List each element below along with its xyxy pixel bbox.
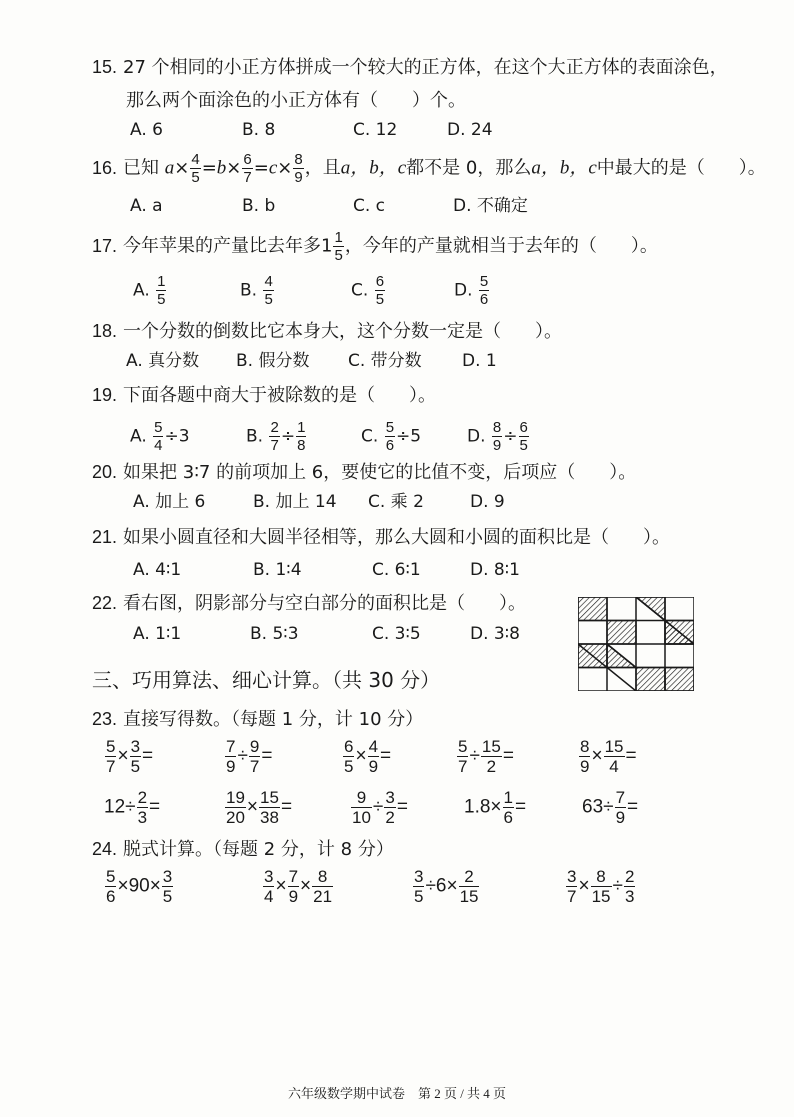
option-a[interactable]: A. $\frac{5}{4}$ ÷3 [130,419,190,454]
calc-expression[interactable]: $\frac{3}{5}$ ÷6× $\frac{2}{15}$ [414,867,479,906]
times-sign: × [277,157,293,179]
option-a[interactable]: A. 加上 6 [133,492,206,512]
question-number: 21. [92,527,118,547]
option-d[interactable]: D. 不确定 [453,196,528,216]
option-c[interactable]: C. 3∶5 [372,624,421,644]
option-c[interactable]: C. 6∶1 [372,560,421,580]
calc-item[interactable]: $\frac{9}{10}$ ÷ $\frac{3}{2}$ = [352,788,408,827]
question-20 [92,463,636,482]
times-sign: × [174,157,190,179]
question-text: 脱式计算。（每题 2 分，计 8 分） [123,839,394,860]
calc-item[interactable]: 12÷ $\frac{2}{3}$ = [104,788,161,827]
option-b[interactable]: B. 8 [242,120,276,140]
question-text: 今年苹果的产量比去年多 [123,235,322,257]
option-a[interactable]: A. 6 [130,120,163,140]
calc-item[interactable]: $\frac{6}{5}$ × $\frac{4}{9}$ = [344,737,392,776]
option-b[interactable]: B. $\frac{2}{7}$ ÷ $\frac{1}{8}$ [246,419,306,454]
calc-expression[interactable]: $\frac{3}{4}$ × $\frac{7}{9}$ × $\frac{8}{21}$ [264,867,333,906]
question-number: 18. [92,321,118,341]
question-number: 22. [92,593,118,613]
calc-item[interactable]: $\frac{5}{7}$ × $\frac{3}{5}$ = [106,737,154,776]
option-d[interactable]: D. 3∶8 [470,624,520,644]
question-text: 已知 [123,157,160,179]
option-a[interactable]: A. $\frac{1}{5}$ [133,273,166,308]
question-text: ）。 [643,527,671,548]
fraction: $\frac{8}{9}$ [294,151,303,186]
option-a[interactable]: A. 4∶1 [133,560,182,580]
calc-item[interactable]: $\frac{5}{7}$ ÷ $\frac{15}{2}$ = [458,737,514,776]
option-c[interactable]: C. 带分数 [348,351,422,371]
calc-expression[interactable]: $\frac{5}{6}$ ×90× $\frac{3}{5}$ [106,867,173,906]
mixed-int: 1 [321,235,333,257]
option-c[interactable]: C. 12 [353,120,398,140]
question-17 [92,230,658,263]
option-b[interactable]: B. $\frac{4}{5}$ [240,273,273,308]
question-21 [92,528,670,547]
calc-item[interactable]: $\frac{19}{20}$ × $\frac{15}{38}$ = [226,788,293,827]
fraction: $\frac{6}{7}$ [243,151,252,186]
calc-item[interactable]: $\frac{7}{9}$ ÷ $\frac{9}{7}$ = [226,737,273,776]
option-b[interactable]: B. 加上 14 [253,492,337,512]
question-number: 19. [92,385,118,405]
var-list: a，b，c [531,157,597,179]
question-15 [92,58,728,77]
equals-sign: = [201,157,217,179]
option-c[interactable]: C. 乘 2 [368,492,424,512]
question-text: ）。 [409,385,437,406]
question-text: ，且 [304,157,341,179]
question-text: 27 个相同的小正方体拼成一个较大的正方体，在这个大正方体的表面涂色， [123,57,728,78]
question-text: 中最大的是（ [596,157,705,179]
option-a[interactable]: A. 1∶1 [133,624,182,644]
option-c[interactable]: C. $\frac{5}{6}$ ÷5 [361,419,422,454]
question-number: 20. [92,462,118,482]
option-c[interactable]: C. c [353,196,386,216]
calc-item[interactable]: 1.8× $\frac{1}{6}$ = [464,788,527,827]
option-a[interactable]: A. a [130,196,163,216]
fraction: $\frac{4}{5}$ [191,151,200,186]
question-text: 如果小圆直径和大圆半径相等，那么大圆和小圆的面积比是（ [123,527,610,548]
option-d[interactable]: D. 1 [462,351,497,371]
question-text: 看右图，阴影部分与空白部分的面积比是（ [123,593,466,614]
question-text: ）。 [630,235,658,257]
question-16 [92,152,766,185]
question-text: ）个。 [412,90,466,111]
question-text: ）。 [535,321,563,342]
option-b[interactable]: B. b [242,196,276,216]
option-a[interactable]: A. 真分数 [126,351,200,371]
var-list: a，b，c [340,157,407,179]
question-15-line2 [126,92,466,110]
option-d[interactable]: D. 8∶1 [470,560,520,580]
question-text: 下面各题中商大于被除数的是（ [123,385,376,406]
question-number: 17. [92,235,118,256]
question-text: ）。 [738,157,766,179]
question-text: ）。 [609,462,637,483]
var-b: b [216,157,227,179]
option-b[interactable]: B. 假分数 [236,351,310,371]
shaded-cell [578,597,607,621]
question-text: 一个分数的倒数比它本身大，这个分数一定是（ [123,321,502,342]
question-23 [92,710,423,729]
question-text: 都不是 0，那么 [406,157,532,179]
section-3-title: 三、巧用算法、细心计算。（共 30 分） [92,668,441,692]
shaded-cell [607,621,636,645]
question-19 [92,386,436,405]
calc-item[interactable]: $\frac{8}{9}$ × $\frac{15}{4}$ = [580,737,637,776]
option-d[interactable]: D. 24 [447,120,493,140]
option-c[interactable]: C. $\frac{6}{5}$ [351,273,385,308]
option-d[interactable]: D. $\frac{5}{6}$ [454,273,489,308]
calc-item[interactable]: 63÷ $\frac{7}{9}$ = [582,788,639,827]
option-d[interactable]: D. $\frac{8}{9}$ ÷ $\frac{6}{5}$ [467,419,528,454]
option-b[interactable]: B. 1∶4 [253,560,302,580]
question-24 [92,840,394,859]
calc-expression[interactable]: $\frac{3}{7}$ × $\frac{8}{15}$ ÷ $\frac{2}{3}$ [567,867,635,906]
question-text: 直接写得数。（每题 1 分，计 10 分） [123,709,424,730]
question-text: 那么两个面涂色的小正方体有（ [126,90,378,111]
page-footer: 六年级数学期中试卷 第 2 页 / 共 4 页 [287,1086,507,1101]
question-number: 16. [92,157,118,178]
shaded-grid-figure [578,597,694,691]
question-text: ）。 [499,593,527,614]
question-text: ，今年的产量就相当于去年的（ [344,235,597,257]
question-text: 如果把 3∶7 的前项加上 6，要使它的比值不变，后项应（ [123,462,576,483]
question-number: 23. [92,709,118,729]
question-22 [92,594,526,613]
question-number: 24. [92,839,118,859]
question-number: 15. [92,57,118,77]
shaded-cell [636,668,665,692]
var-a: a [164,157,175,179]
option-d[interactable]: D. 9 [470,492,505,512]
option-b[interactable]: B. 5∶3 [250,624,299,644]
times-sign: × [226,157,242,179]
fraction: $\frac{1}{5}$ [334,229,343,264]
question-18 [92,322,562,341]
shaded-cell [665,668,694,692]
var-c: c [268,157,278,179]
equals-sign: = [253,157,269,179]
